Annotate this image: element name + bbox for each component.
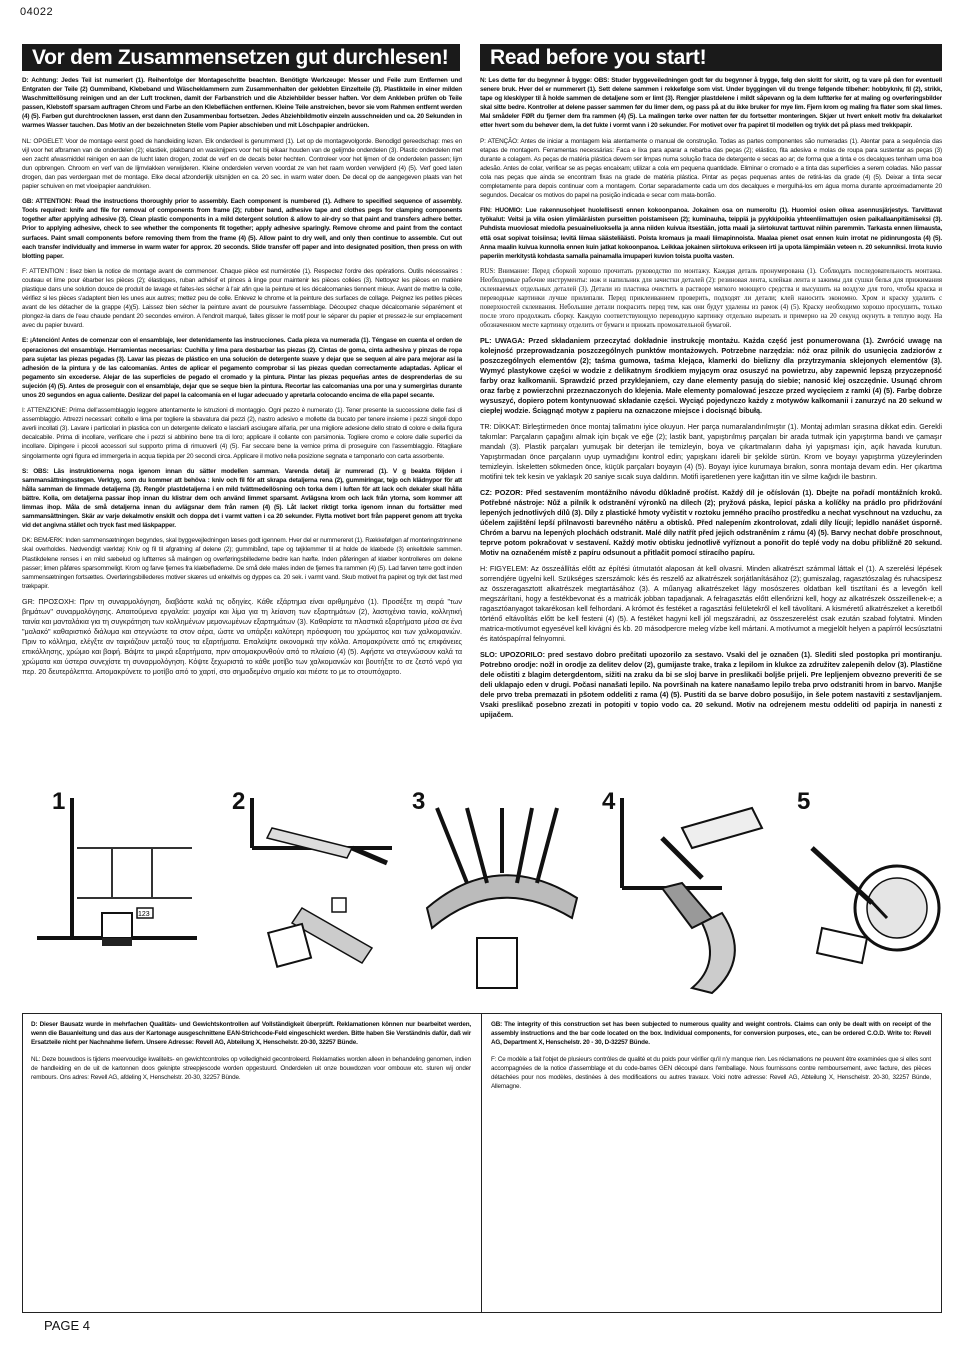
instruction-paragraph: TR: DİKKAT: Birleştirmeden önce montaj talimatını iyice okuyun. Her parça numaralandırılmıştır (1). Montaj adımları sırasına dikkat edin. Gerekli takımlar: Parçaların çapağını almak için bıçak ve eğe (2); lastik bant, yapıştırılmış parçaları bir arada tutmak için yapıştırma bandı ve çamaşır mandalı (3). Plastik parçaları yumuşak bir deterjan ile temizleyin, boya ve çıkartmaların daha iyi yapışması için, açık havada kurutun. Yapıştırmadan önce parçaların uyup uymadığını kontrol edin; yapışkanı idareli bir şekilde sürün. Krom ve boyayı yapıştırma yüzeylerinden temizleyin. İskeletten sökmeden önce, küçük parçaları boyayın (4) (5). Boyayı iyice kurumaya bırakın, sonra montaja devam edin. Her çıkartma motifini tek tek kesin ve yaklaşık 20 saniye sıcak suya daldırın. Motifi işaretlenen yere kağıttan itin ve silme kağıdı ile bastırın. (480, 422, 942, 482)
header-right: Read before you start! (480, 44, 942, 71)
instruction-paragraph: FIN: HUOMIO: Lue rakennusohjeet huolellisesti ennen kokoonpanoa. Jokainen osa on numeroitu (1). Huomioi osien oikea asennusjärjestys. Tarvittavat työkalut: Veitsi ja viila osien ylimääräisten purseitten poistamiseen (2); kuminauha, teippiä ja pyykkipoikia yhteenliimattujen osien paikallaanpitämiseksi (3). Puhdista muoviosat miedolla pesuaineliuoksella ja anna niiden kuivua itsestään, jotta maali ja siirtokuvat tarttuvat niihin paremmin. Tarkasta ennen liimausta, että osat sopivat toisiinsa; levitä liimaa säästeliäästi. Poista kromaus ja maali liimapinnoista. Maalaa pienet osat ennen kuin irrotat ne pidinrungosta (4) (5). Anna maalin kuivua kunnolla ennen kuin jatkat kokoonpanoa. Leikkaa jokainen siirtokuva erikseen irti ja upota lämpimään veteen n. 20 sekunniksi. Irrota kuvio paperiin merkitystä kohdasta samalla painamalla imupaperi kuvion toista puolta vasten. (480, 207, 942, 260)
instruction-paragraph: GB: ATTENTION: Read the instructions thoroughly prior to assembly. Each component is numbered (1). Adhere to specified sequence of assembly. Tools required: knife and file for removal of components from frame (2); rubber band, adhesive tape and clothes pegs for clamping components together after applying adhesive (3). Clean plastic components in a mild detergent solution & allow to air-dry so that paint and transfers adhere better. Prior to applying adhesive, check to see whether the components fit together; apply adhesive sparingly. Remove chrome and paint from the contact surfaces. Paint small components before removing them from the frame (4) (5). Allow paint to dry well, and only then continue to assemble. Cut out each transfer individually and immerse in warm water for approx. 20 seconds. Slide transfer off paper and into designated position, then press on with blotting paper. (22, 198, 462, 260)
page-number: PAGE 4 (44, 1318, 91, 1333)
step-5 (792, 788, 942, 998)
right-column (480, 76, 942, 781)
clamping-parts-illustration (407, 788, 587, 998)
instruction-paragraph: I: ATTENZIONE: Prima dell'assemblaggio leggere attentamente le istruzioni di montaggio. Ogni pezzo è numerato (1). Tener presente la successione delle fasi di assemblaggio. Attrezzi necessari: coltello e lima per togliere la sbavatura dai pezzi (2), nastro adesivo e mollette da bucato per tenere insieme i pezzi singoli dopo averli incollati (3). Lavare i particolari in plastica con un detergente delicato e lasciarli asciugare all'aria, per una migliore adesione dello strato di colore e della figura decalcabile. Prima di incollare, verificare che i pezzi si abbinino bene tra di loro; applicare il collante con parsimonia. Togliere cromo e colore dalle superfici da incollare. Dipingere i piccoli accessori sul supporto prima di rimuoverli (4) (5). Far seccare bene la vernice prima di proseguire con l'assemblaggio. Ritagliare singolarmente ogni figura ed immergerla in acqua tiepida per 20 secondi circa. Applicare il motivo nella posizione segnata e tamponarlo con carta assorbente. (22, 407, 462, 460)
document-number: 04022 (20, 6, 54, 18)
instruction-paragraph: GR: ΠΡΟΣΟΧΗ: Πριν τη συναρμολόγηση, διαβάστε καλά τις οδηγίες. Κάθε εξάρτημα είναι αριθμημένο (1). Προσέξτε τη σειρά "των βημάτων" συναρμολόγησης. Απαιτούμενα εργαλεία: μαχαίρι και λίμα για τη λείανση των εξαρτημάτων (2), λαστιχένια ταινία, κολλητική ταινία και μανταλάκια για τη συγκράτηση των κολλημένων μεμονωμένων εξαρτημάτων (3). Καθαρίστε τα πλαστικά εξαρτήματα μέσα σε ένα "μαλακό" καθαριστικό διάλυμα και στεγνώστε τα στον αέρα, ώστε να υπάρξει καλύτερη πρόσφυση του χρώματος και των χαλκομανιών. Πριν το κόλλημα, ελέγξτε αν ταιριάζουν μεταξύ τους τα εξαρτήματα. Επαλείψτε οικονομικά την κόλλα. Απομακρύνετε από τις επιφάνειες επικόλλησης, χρώμιο και βαφή. Βάψτε τα μικρά εξαρτήματα, πριν απομακρυνθούν από το πλαίσιο (4) (5). Αφήστε να στεγνώσουν καλά τα χρώματα και ύστερα συνεχίστε τη συναρμολόγηση. Κόψτε ξεχωριστά το κάθε μοτίβο των χαλκομανιών και βουτήξτε το σε ζεστό νερό για περ. 20 δευτερόλεπτα. Απομακρύνετε το μοτίβο από το χαρτί, στο σημαδεμένο σημείο και πιέστε το με το στουπόχαρτο. (22, 596, 462, 676)
instruction-paragraph: NL: Deze bouwdoos is tijdens meervoudige kwaliteits- en gewichtcontroles op volledigheid gecontroleerd. Reklamaties worden alleen in behandeling genomen, indien de handleiding en de uit de kartonnen doos geknipte streepjescode worden opgestuurd. Onderdelen uit onze bouwdozen voor ombouw etc. sturen wij onder rembours. Ons adres: Revell AG, afdeling X, Henschelstr. 20-30, 32257 Bünde. (31, 1056, 471, 1081)
step-number: 4 (602, 788, 616, 815)
footer-right (491, 1020, 931, 1099)
painting-parts-illustration (602, 788, 782, 998)
instruction-paragraph: D: Achtung: Jedes Teil ist numeriert (1). Reihenfolge der Montageschritte beachten. Benötigte Werkzeuge: Messer und Feile zum Entfernen und Entgraten der Teile (2) Gummiband, Klebeband und Wäscheklammern zum Zusammenhalten der geklebten Einzelteile (3). Plastikteile in einer milden Waschmittellösung reinigen und an der Luft trocknen, damit der Farbanstrich und die Abziehbilder besser haften. Vor dem Ankleben prüfen ob Teile passen, Klebstoff sparsam auftragen Chrom und Farbe an den Klebeflächen entfernen. Kleine Teile anstreichen, bevor sie vom Rahmen entfernt werden (4) (5). Farben gut durchtrocknen lassen, erst dann den Zusammenbau fortsetzen. Jedes Abziehbildmotiv einzeln ausschneiden und ca. 20 Sekunden in warmes Wasser tauchen. Das Motiv an der bezeichneten Stelle vom Papier abschieben und mit Löschpapier andrücken. (22, 77, 462, 130)
assembly-steps (22, 788, 942, 1003)
instruction-paragraph: D: Dieser Bausatz wurde in mehrfachen Qualitäts- und Gewichtskontrollen auf Vollständigkeit überprüft. Reklamationen können nur bearbeitet werden, wenn die Bauanleitung und das aus der Kartonage ausgeschnittene EAN-Strichcode-Feld eingeschickt werden. Bitte haben Sie Verständnis dafür, daß wir Ersatzteile nicht per Nachnahme liefern. Unsere Adresse: Revell AG, Abteilung X, Henschelstr. 20-30, 32257 Bünde. (31, 1021, 471, 1046)
instruction-paragraph: GB: The integrity of this construction set has been subjected to numerous quality and weight controls. Claims can only be dealt with on receipt of the assembly instructions and the bar code located on the box. Individual components, for conversion purposes, etc., can be ordered C.O.D. Write to: Revell AG, Department X, Henschelstr. 20 - 30, D-32257 Bünde. (491, 1021, 931, 1046)
svg-text:123: 123 (138, 911, 150, 918)
instruction-paragraph: S: OBS: Läs instruktionerna noga igenom innan du sätter modellen samman. Varenda detalj är numrerad (1). V g beakta följden i sammansättningsstegen. Verktyg, som du kommer att behöva : kniv och fil för att skrapa detaljerna rena (2), gummiringar, tejp och klädnypor för att hålla samman de limmade detaljerna (3). Rengör plastdetaljerna i en mild tvättmedellösning och torka dem i luften för att lack och dekaler skall hålla bättre. Kolla, om detaljerna passar ihop innan du klistrar dem och använd limmet sparsamt. Avlägsna krom och lack från ytorna, som kommer att limmas ihop. Måla de små detaljerna innan du avlägsnar dem från ramen (4) (5). Låt lacket riktigt torka igenom innan du fortsätter med sammansättningen. Skär av varje dekalmotiv enskilt och doppa det i varmt vatten i ca 20 sekunder. Flytta motivet bort från papperet genom att trycka vid det angivna stället och tryck fast med läskpapper. (22, 467, 462, 530)
instruction-paragraph: P: ATENÇÃO: Antes de iniciar a montagem leia atentamente o manual de construção. Todas as partes componentes são numeradas (1). Atentar para a sequência das etapas de montagem. Ferramentas necessárias: Faca e lixa para aparar a rebarba das peças (2); elástico, fita adesiva e molas de roupa para sustentar as peças (3) durante a colagem. As peças de matéria plástica devem ser limpas numa solução fraca de detergente e secas ao ar; de forma que a tinta e os decalques tenham uma boa adesão. Antes de colar, verificar se as peças encaixam; utilizar a cola em pequena quantidade. Eliminar o cromado e a tinta das superfícies a serem coladas. Não passar cola nas peças que ainda se encontram fixas na grade de matéria plástica. Pintar as peças pequenas antes de retirá-las da grade (4) (5). Deixar a tinta secar completamente para depois continuar com a montagem. Cortar separadamente cada um dos decalques e mergulhá-los em água morna durante aproximadamente 20 segundos. Decalcar os motivos do papel na posição indicada e secar com mata-borrão. (480, 137, 942, 200)
instruction-paragraph: F: ATTENTION : lisez bien la notice de montage avant de commencer. Chaque pièce est numérotée (1). Respectez l'ordre des opérations. Outils nécessaires : couteau et lime pour ébarber les pièces (2); élastiques, ruban adhésif et pinces à linge pour maintenir les pièces collées (3). Nettoyez les pièces en matière plastique dans une solution douce de produit de lavage et faites-les sécher à l'air afin que la peinture et les décalcomanies tiennent mieux. Avant de mettre la colle, vérifiez si les pièces s'adaptent bien les unes aux autres; mettez peu de colle. Enlevez le chrome et la peinture des surfaces de collage. Peignez les petites pièces avant de les détacher de la grappe (4)(5). Laissez bien sécher la peinture avant de poursuivre l'assemblage. Découpez chaque décalcomanie séparément et plongez-la dans de l'eau chaude pendant 20 secondes environ. A l'endroit marqué, faites glisser le motif pour le séparer du papier et pressez-le sur emplacement avec du papier buvard. (22, 267, 462, 330)
footer-divider (481, 1014, 482, 1312)
instruction-paragraph: CZ: POZOR: Před sestavením montážního návodu důkladně pročíst. Každý díl je očíslován (1). Dbejte na pořadí montážních kroků. Potřebné nástroje: Nůž a pilník k odstranění výronků na dílech (2); pryžová páska, lepicí páska a kolíčky na prádlo pro přidržování lepených jednotlivých dílů (3). Díly z plastické hmoty vyčistit v roztoku jemného pracího prostředku a nechat vyschnout na vzduchu, za účelem zajištění lepší přilnavosti barevného nátěru a obtisků. Před nalepením zkontrolovat, zdali díly lícují; lepidlo nanášet úsporně. Chróm a barvu na lepených plochách odstranit. Malé díly natřít před jejich odstraněním z rámu (4) (5). Barvy nechat dobře proschnout, teprve potom pokračovat v sestavení. Každý motiv obtisku jednotlivě vyříznout a ponořit do teplé vody na dobu přibližně 20 sekund. Motiv na označeném místě z papíru odsunout a přitlačit pomocí stíracího papíru. (480, 488, 942, 558)
step-number: 3 (412, 788, 426, 815)
decal-water-illustration (792, 788, 942, 998)
instruction-paragraph: RUS: Внимание: Перед сборкой хорошо прочитать руководство по монтажу. Каждая деталь пронумерована (1). Соблюдать последовательность монтажа. Необходимые рабочие инструменты: нож и напильник для зачистки деталей (2): резиновая лента, клейкая лента и зажимы для сушки белья для прижимания склеиваемых отдельных деталей (3). Детали из пластика очистить в растворе мягкого моющего средства и высушить на воздухе для того, чтобы краска и переводные картинки лучше прилипали. Перед приклеиванием проверить, подходят ли детали; клей наносить экономно. Хром и краску удалить с поверхностей склеивания. Небольшие детали покрасить перед тем, как они будут удалены из рамок (4) (5). Краску необходимо хорошо просушить, только после этого продолжать сборку. Каждую соответствующую переводную картинку отдельно вырезать и примерно на 20 секунд окунуть в теплую воду. На обозначенном месте картинку отделить от бумаги и прижать промокательной бумагой. (480, 267, 942, 330)
step-number: 5 (797, 788, 811, 815)
parts-frame-illustration (22, 788, 197, 998)
step-number: 1 (52, 788, 66, 815)
instruction-paragraph: N: Les dette før du begynner å bygge: OBS: Studer byggeveiledningen godt før du begynner å bygge, følg den skritt for skritt, og ta vare på den for eventuell senere bruk. Hver del er nummerert (1). Sett delene sammen i rekkefølge som vist. Under byggingen vil du trenge følgende tilbehør: hobbykniv, fil (2), strikk, tape og klesklyper til å holde sammen de detaljene som er limt (3). Rengjør plastdelene i mildt såpevann og la dem lufttørke før at maling og overføringsbilder skal sitte bedre. Kontroller at delene passer sammen før du limer dem, og pass på at du ikke bruker for mye lim. Fjern krom og maling fra flater som skal limes. Mal smådeler FØR du fjerner dem fra rammen (4) (5). La malingen tørke over natten før du fortsetter monteringen. Skjær ut hvert enkelt motiv fra dekalarket etter hvert som du behøver dem, la det fukte i vormt vann i 20 sekunder. For motivet over fra papiret til modellen og trykk det på plass med trekkpapir. (480, 77, 942, 130)
step-1 (22, 788, 197, 998)
instruction-paragraph: F: Ce modèle a fait l'objet de plusieurs contrôles de qualité et du poids pour vérifier qu'il n'y manque rien. Les réclamations ne peuvent être examinées que si elles sont accompagnées de la notice d'assemblage et du code-barres GEN découpé dans l'emballage. Nous fournissons contre remboursement, avec facture, des pièces détachées pour nos modèles, destinées à des modifications ou autres travaux. Voici notre adresse: Revell AG, Abteilung X, Henschelstr. 20-30, 32257 Bünde, Allemagne. (491, 1056, 931, 1090)
step-3 (407, 788, 587, 998)
step-2 (212, 788, 392, 998)
instruction-paragraph: H: FIGYELEM: Az összeállítás előtt az építési útmutatót alaposan át kell olvasni. Minden alkatrészt számmal láttak el (1). A szerelési lépések sorrendjére ügyelni kell. Szükséges szerszámok: kés és reszelő az alkatrészek sorjátlanításához (2); gumiszalag, ragasztószalag és ruhacsipesz az összeragasztott alkatrészek megtartásához (3). A műanyag alkatrészeket lágy mosószeres oldatban kell tisztítani és a levegőn kell megszárítani, hogy a festékbevonat és a matricák jobban tapadjanak. A felragasztás előtt ellenőrizni kell, hogy az alkatrészek összeillenek-e; a ragasztóanyagot takarékosan kell felhordani. A krómot és festéket a ragasztási felületekről el kell távolítani. A kisméretű alkatrészeket a keretből történő eltávolítás előtt be kell festeni (4) (5). A festéket hagyni kell jól megszáradni, az összeszerelést csak ezután szabad folytatni. Minden matrica-motívumot egyesével kell kivágni és kb. 20 másodpercre meleg vízbe kell mártani. A motívumot a megjelölt helyen a papírról lecsúsztatni és itatóspapírral felnyomni. (480, 564, 942, 644)
cutting-parts-illustration (212, 788, 392, 998)
instruction-paragraph: SLO: UPOZORILO: pred sestavo dobro prečitati upozorilo za sestavo. Vsaki del je označen (1). Slediti sled postopka pri montiranju. Potrebno orodje: nožl in orodje za delitev delov (2), gumijaste trake, traka z lepilom in klukce za združitev zalepenih delov (3). Plastične dele očistiti z blagim detergdentom, sižiti na zraku da bi se sloj barve in preslikači boljše prijeli. Pre lepljenjem obvezno preveriti če se deli uklapajo eden v drugi. Počasi nanašati lepilo. Na površinah na katere nanašamo lepilo treba prvo odstraniti hrom in barvo. Manjše dele prvo treba premazati in pšotem oddeliti z rama (4) (5). Pustiti da se barve dobro posušijo, in šele potem nastaviti z sestavljanjem. Vsaki preslikač posebno zrezati in potopiti v topio vodo ca. 20 sekund. Motiv na odrejenem mestu oddeliti od papirja in nanesti z upijačem. (480, 650, 942, 720)
instruction-paragraph: DK: BEMÆRK: Inden sammensætningen begyndes, skal byggevejledningen læses godt igennem. Hver del er nummereret (1). Rækkefølgen af monteringstrinnene skal overholdes. Nødvendigt værktøj: Kniv og fil til afgratning af delene (2); gummibånd, tape og tøjklemmer til at holde de klæbede (3) enkeltdele sammen. Plastikdelene renses i en mild sæbelud og lufttørres så malingen og overføringsbillederne bedre kan hæfte. Inden påføringen af klæber kontrolleres om delene passer; limen påføres sparsommeligt. Krom og farve fjernes fra klæbefladerne. De små dele males inden de fjernes fra rammen (4) (5). Lad farven tørre godt inden sammensætningen fortsættes. Overføringsbillederes motiver skæres ud enkeltvis og dyppes ca. 20 sek. i varmt vand. Skub motivet fra papiret og tryk det fast med trækpapir. (22, 537, 462, 590)
header-left: Vor dem Zusammensetzen gut durchlesen! (22, 44, 460, 71)
step-number: 2 (232, 788, 246, 815)
instruction-paragraph: NL: OPGELET: Voor de montage eerst goed de handleiding lezen. Elk onderdeel is genummerd (1). Let op de montagevolgorde. Benodigd gereedschap: mes en vijl voor het afbramen van de onderdelen (2); elastiek, plakband en wasknijpers voor het bij elkaar houden van de gelijmde onderdelen (3). Plastic onderdelen met een zacht afwasmiddel reinigen en aan de lucht laten drogen, zodat de verf en de decals beter hechten. Controleer voor het lijmen of de onderdelen passen; lijm dun opbrengen. Chroom en verf van de lijmvlakken verwijderen. Kleine onderdelen verven voordat ze van het raam worden verwijderd (4) (5). Verf goed laten drogen, dan pas verdergaan met de montage. Elke decal afzonderlijk uitsnijden en ca. 20 sec. in warm water doen. De decal op de aangegeven plaats van het papier schuiven en met vloeipapier aandrukken. (22, 137, 462, 191)
left-column (22, 76, 462, 781)
footer-box (22, 1013, 942, 1313)
footer-left (31, 1020, 471, 1090)
step-4 (602, 788, 782, 998)
instruction-paragraph: PL: UWAGA: Przed składaniem przeczytać dokładnie instrukcję montażu. Każda część jest ponumerowana (1). Zwrócić uwagę na kolejność przeprowadzania poszczególnych punktów montażowych. Potrzebne narzędzia: nóż oraz pilnik do usunięcia zadziorów z poszczególnych elementów (2); taśma gumowa, taśma klejąca, klamerki do bielizny dla przytrzymania sklejonych elementów (3). Wymyć plastykowe części w wodzie z delikatnym środkiem myjącym oraz osuszyć na powietrzu, aby zapewnić lepszą przyczepność farby oraz kalkomanii. Sprawdzić przed przyklejaniem, czy dane elementy pasują do siebie; nanosić klej oszczędnie. Usunąć chrom oraz farbę z powierzchni przeznaczonych do klejenia. Małe elementy pomalować jeszcze przed wycięciem z ramki (4) (5). Farbę dobrze wysuszyć, dopiero potem kontynuować składanie części. Wyciąć pojedynczo każdy z motywów kalkomanii i zanurzyć na 20 sekund w ciepłej wodzie. Ściągnąć motyw z papieru na oznaczone miejsce i docisnąć bibułą. (480, 336, 942, 416)
instruction-paragraph: E: ¡Atención! Antes de comenzar con el ensamblaje, leer detenidamente las instrucciones. Cada pieza va numerada (1). Téngase en cuenta el orden de operaciones del ensamblaje. Herramientas necesarias: Cuchilla y lima para desbarbar las piezas (2). Cintas de goma, cinta adhesiva y pinzas de ropa para sujetar las piezas pegadas (3). Lavar las piezas de plástico en una solución de detergente suave y dejar que se sequen al aire para mejorar así la adhesión de la pintura y de las calcomanías. Antes de aplicar el pegamento comprobar si las piezas quedan correctamente adaptadas. Aplicar el pegamento sin excederse. Alejar de las superficies de pegado el cromado y la pintura. Pintar las piezas pequeñas antes de desprenderlas de su sujeción (4) (5). Antes de proseguir con el ensamblaje, dejar que se seque bien la pintura. Recortar las calcomanías una por una y sumergirlas durante unos 20 segundos en agua caliente. Deslizar del papel la calcomanía en el lugar adecuado y apretarla colocando encima de ella papel secante. (22, 337, 462, 399)
